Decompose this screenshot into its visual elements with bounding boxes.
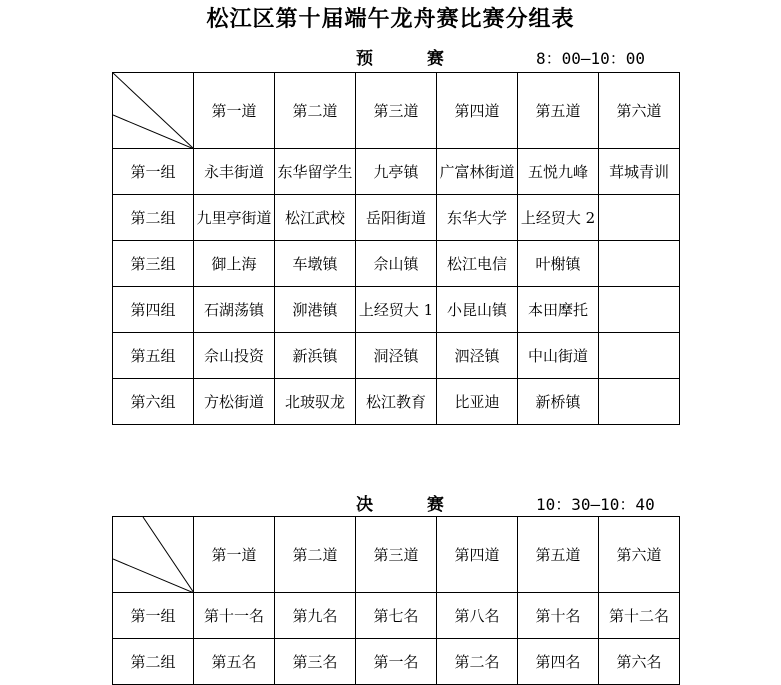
rank-cell: 第五名	[194, 639, 275, 685]
team-cell: 本田摩托	[518, 287, 599, 333]
final-time: 10：30—10：40	[536, 495, 655, 514]
table-row	[113, 149, 680, 195]
team-cell: 御上海	[194, 241, 275, 287]
team-cell: 叶榭镇	[518, 241, 599, 287]
final-lane-6: 第六道	[599, 517, 680, 593]
rank-cell: 第一名	[356, 639, 437, 685]
group-label: 第二组	[113, 195, 194, 241]
final-lane-1: 第一道	[194, 517, 275, 593]
team-cell	[599, 287, 680, 333]
group-label: 第四组	[113, 287, 194, 333]
team-cell: 松江武校	[275, 195, 356, 241]
prelim-lane-5: 第五道	[518, 73, 599, 149]
team-cell: 佘山投资	[194, 333, 275, 379]
team-cell: 方松街道	[194, 379, 275, 425]
rank-cell: 第六名	[599, 639, 680, 685]
table-row	[113, 379, 680, 425]
table-row	[113, 195, 680, 241]
team-cell: 石湖荡镇	[194, 287, 275, 333]
rank-cell: 第十一名	[194, 593, 275, 639]
team-cell: 松江电信	[437, 241, 518, 287]
final-corner-cell	[113, 517, 194, 593]
team-cell: 新浜镇	[275, 333, 356, 379]
team-cell: 九亭镇	[356, 149, 437, 195]
final-lane-4: 第四道	[437, 517, 518, 593]
table-row	[113, 593, 680, 639]
team-cell: 小昆山镇	[437, 287, 518, 333]
group-label: 第一组	[113, 593, 194, 639]
rank-cell: 第十二名	[599, 593, 680, 639]
team-cell: 中山街道	[518, 333, 599, 379]
team-cell: 洞泾镇	[356, 333, 437, 379]
team-cell: 松江教育	[356, 379, 437, 425]
team-cell: 东华留学生	[275, 149, 356, 195]
rank-cell: 第三名	[275, 639, 356, 685]
group-label: 第六组	[113, 379, 194, 425]
team-cell: 广富林街道	[437, 149, 518, 195]
team-cell	[599, 241, 680, 287]
team-cell: 上经贸大 1	[356, 287, 437, 333]
team-cell: 五悦九峰	[518, 149, 599, 195]
final-label: 决 赛	[356, 495, 468, 515]
prelim-lane-2: 第二道	[275, 73, 356, 149]
table-row	[113, 333, 680, 379]
team-cell: 东华大学	[437, 195, 518, 241]
group-label: 第五组	[113, 333, 194, 379]
prelim-lane-3: 第三道	[356, 73, 437, 149]
group-label: 第二组	[113, 639, 194, 685]
diagonal-lines	[113, 517, 194, 593]
rank-cell: 第七名	[356, 593, 437, 639]
prelim-lane-1: 第一道	[194, 73, 275, 149]
page-title: 松江区第十届端午龙舟赛比赛分组表	[206, 6, 575, 32]
team-cell: 比亚迪	[437, 379, 518, 425]
table-row	[113, 639, 680, 685]
team-cell: 茸城青训	[599, 149, 680, 195]
team-cell: 新桥镇	[518, 379, 599, 425]
prelim-label: 预 赛	[356, 49, 468, 69]
team-cell: 泖港镇	[275, 287, 356, 333]
diagonal-lines	[113, 73, 194, 149]
group-label: 第一组	[113, 149, 194, 195]
final-lane-3: 第三道	[356, 517, 437, 593]
final-lane-5: 第五道	[518, 517, 599, 593]
prelim-lane-6: 第六道	[599, 73, 680, 149]
team-cell: 泗泾镇	[437, 333, 518, 379]
team-cell: 永丰街道	[194, 149, 275, 195]
prelim-table	[112, 72, 680, 425]
prelim-lane-4: 第四道	[437, 73, 518, 149]
team-cell	[599, 333, 680, 379]
prelim-corner-cell	[113, 73, 194, 149]
team-cell: 上经贸大 2	[518, 195, 599, 241]
table-row	[113, 287, 680, 333]
team-cell: 九里亭街道	[194, 195, 275, 241]
team-cell: 车墩镇	[275, 241, 356, 287]
team-cell: 北玻驭龙	[275, 379, 356, 425]
team-cell	[599, 195, 680, 241]
rank-cell: 第八名	[437, 593, 518, 639]
prelim-time: 8：00—10：00	[536, 49, 646, 68]
final-header-row	[113, 517, 680, 593]
team-cell: 佘山镇	[356, 241, 437, 287]
team-cell: 岳阳街道	[356, 195, 437, 241]
rank-cell: 第九名	[275, 593, 356, 639]
rank-cell: 第十名	[518, 593, 599, 639]
rank-cell: 第二名	[437, 639, 518, 685]
final-table	[112, 516, 680, 685]
prelim-header-row	[113, 73, 680, 149]
final-lane-2: 第二道	[275, 517, 356, 593]
table-row	[113, 241, 680, 287]
group-label: 第三组	[113, 241, 194, 287]
team-cell	[599, 379, 680, 425]
rank-cell: 第四名	[518, 639, 599, 685]
